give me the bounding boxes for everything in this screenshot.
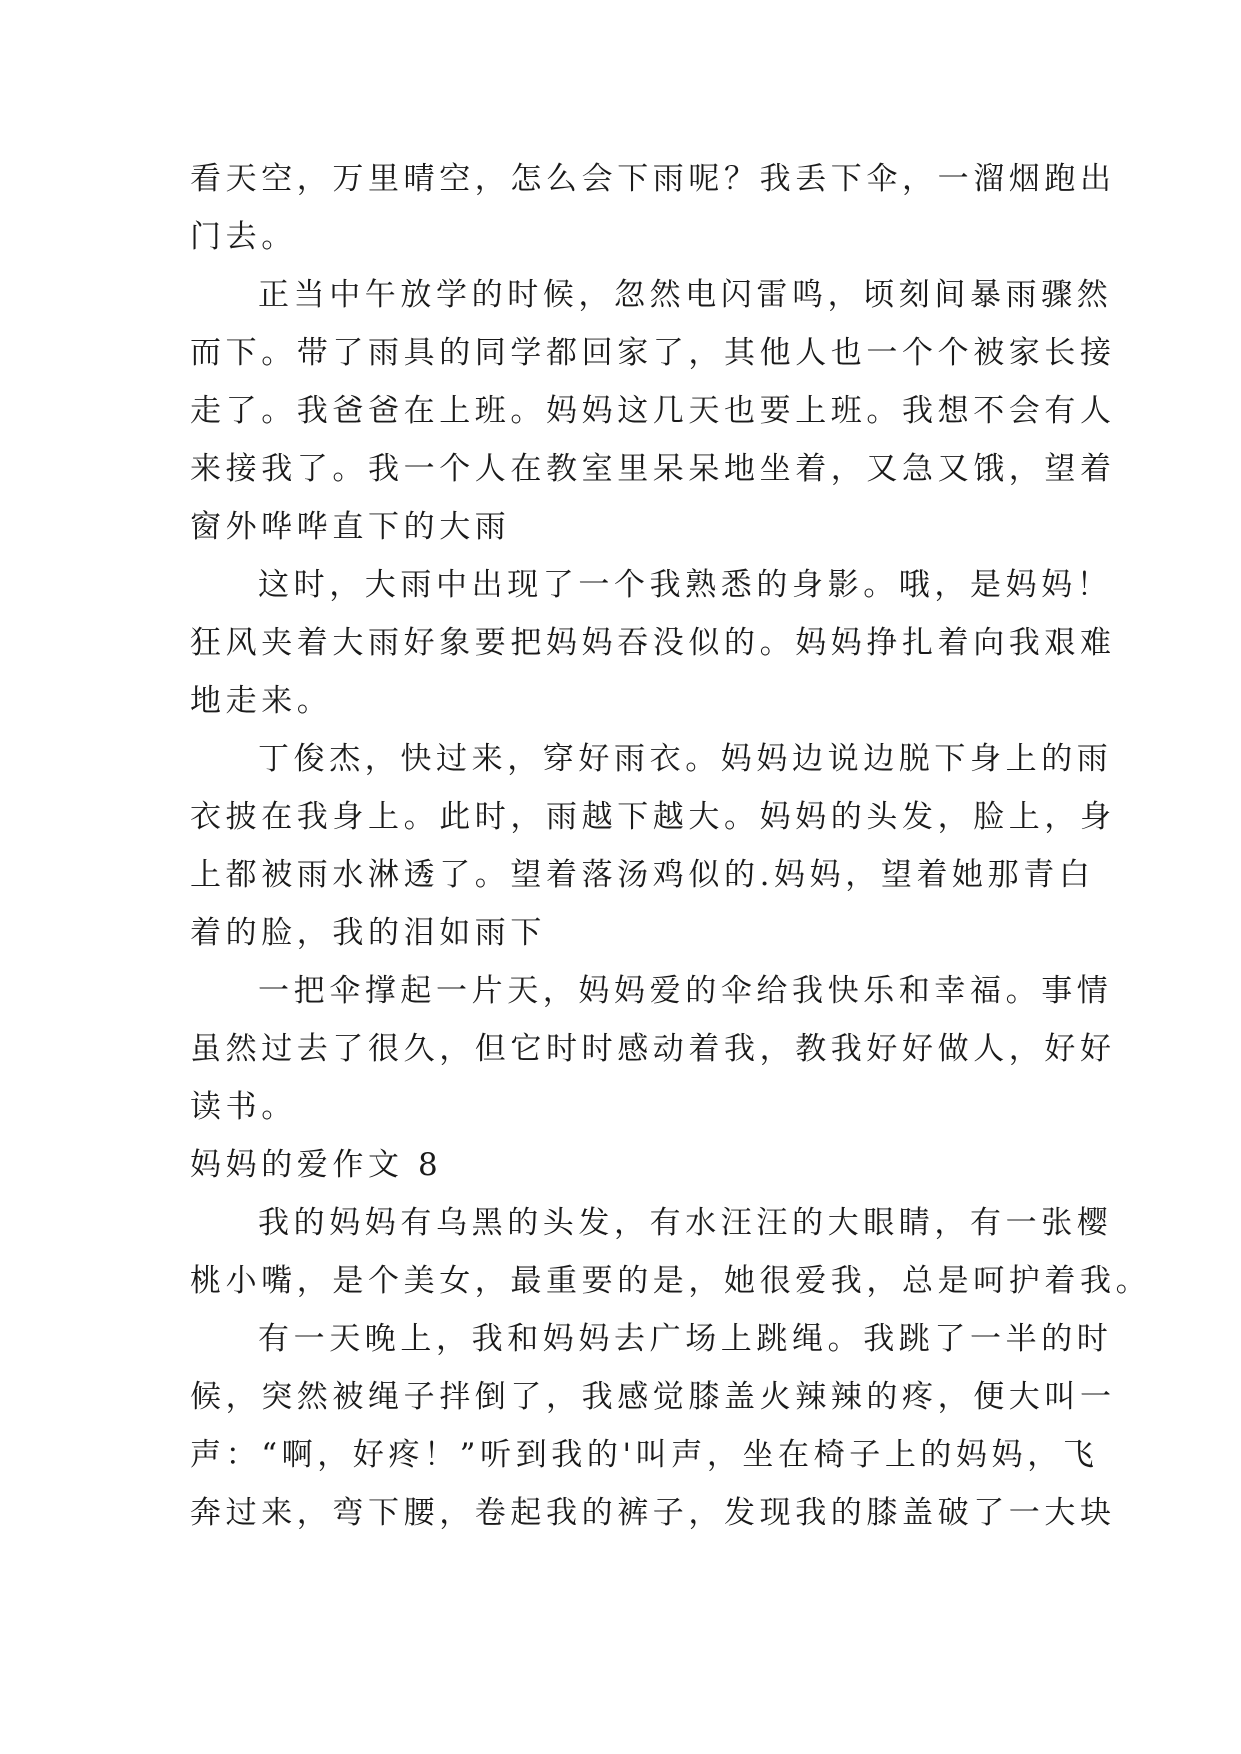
text-line: 这时，大雨中出现了一个我熟悉的身影。哦，是妈妈！ (258, 567, 1113, 603)
text-line: 窗外哗哗直下的大雨 (190, 509, 511, 545)
text-line: 虽然过去了很久，但它时时感动着我，教我好好做人，好好 (190, 1031, 1116, 1067)
text-line: 而下。带了雨具的同学都回家了，其他人也一个个被家长接 (190, 335, 1116, 371)
section-heading: 妈妈的爱作文 8 (190, 1147, 443, 1183)
text-line: 衣披在我身上。此时，雨越下越大。妈妈的头发，脸上，身 (190, 799, 1116, 835)
text-line: 我的妈妈有乌黑的头发，有水汪汪的大眼睛，有一张樱 (258, 1205, 1113, 1241)
text-line: 走了。我爸爸在上班。妈妈这几天也要上班。我想不会有人 (190, 393, 1116, 429)
text-line: 上都被雨水淋透了。望着落汤鸡似的.妈妈，望着她那青白 (190, 857, 1095, 893)
text-line: 桃小嘴，是个美女，最重要的是，她很爱我，总是呵护着我。 (190, 1263, 1152, 1299)
text-line: 看天空，万里晴空，怎么会下雨呢？我丢下伞，一溜烟跑出 (190, 161, 1116, 197)
text-line: 门去。 (190, 219, 297, 255)
text-line: 狂风夹着大雨好象要把妈妈吞没似的。妈妈挣扎着向我艰难 (190, 625, 1116, 661)
text-line: 读书。 (190, 1089, 297, 1125)
text-line: 着的脸，我的泪如雨下 (190, 915, 546, 951)
text-line: 一把伞撑起一片天，妈妈爱的伞给我快乐和幸福。事情 (258, 973, 1113, 1009)
text-line: 来接我了。我一个人在教室里呆呆地坐着，又急又饿，望着 (190, 451, 1116, 487)
text-line: 声：“啊，好疼！”听到我的'叫声，坐在椅子上的妈妈，飞 (190, 1437, 1099, 1473)
text-line: 奔过来，弯下腰，卷起我的裤子，发现我的膝盖破了一大块 (190, 1495, 1116, 1531)
document-page (190, 150, 1152, 1542)
text-line: 有一天晚上，我和妈妈去广场上跳绳。我跳了一半的时 (258, 1321, 1113, 1357)
text-line: 地走来。 (190, 683, 333, 719)
text-line: 正当中午放学的时候，忽然电闪雷鸣，顷刻间暴雨骤然 (258, 277, 1113, 313)
text-line: 候，突然被绳子拌倒了，我感觉膝盖火辣辣的疼，便大叫一 (190, 1379, 1116, 1415)
text-line: 丁俊杰，快过来，穿好雨衣。妈妈边说边脱下身上的雨 (258, 741, 1113, 777)
